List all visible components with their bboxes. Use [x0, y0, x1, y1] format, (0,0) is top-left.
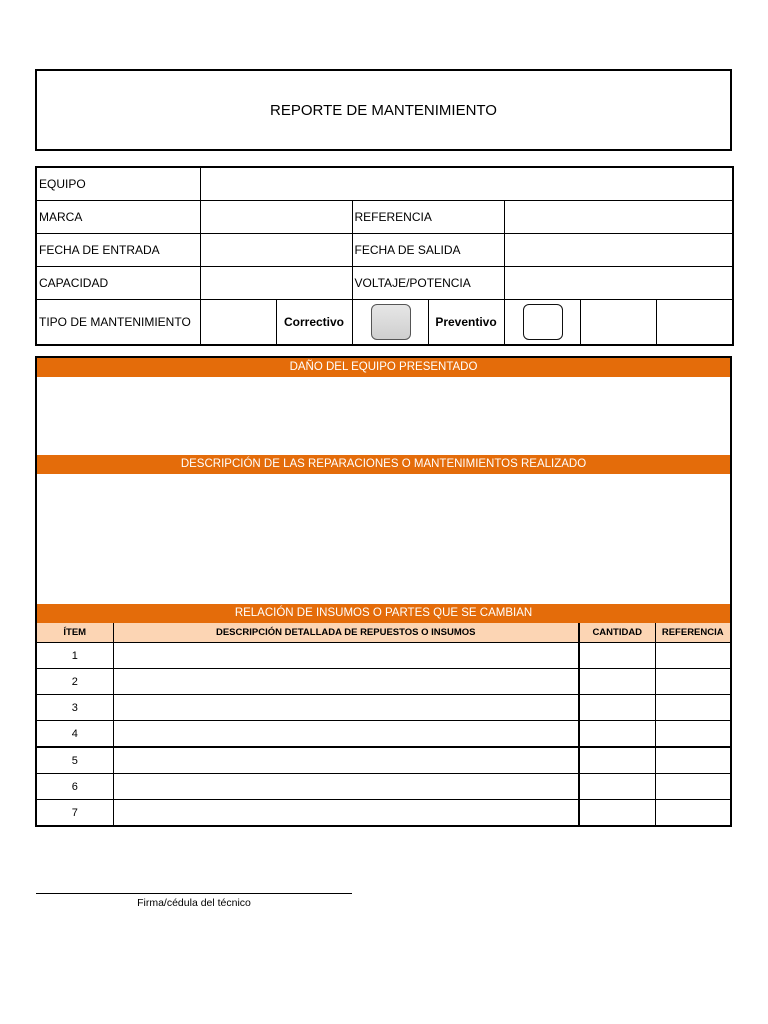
- row-reference-cell[interactable]: [655, 774, 730, 800]
- equipo-label: EQUIPO: [36, 167, 200, 201]
- row-item-number: 7: [37, 800, 113, 826]
- row-item-number: 1: [37, 643, 113, 669]
- voltaje-label: VOLTAJE/POTENCIA: [352, 267, 504, 300]
- col-header-referencia: REFERENCIA: [655, 623, 730, 643]
- tipo-blank-cell: [200, 300, 276, 346]
- signature-label: Firma/cédula del técnico: [137, 897, 251, 909]
- row-item-number: 3: [37, 695, 113, 721]
- row-item-number: 6: [37, 774, 113, 800]
- row-description-cell[interactable]: [113, 774, 579, 800]
- row-reference-cell[interactable]: [655, 669, 730, 695]
- row-reference-cell[interactable]: [655, 695, 730, 721]
- row-reference-cell[interactable]: [655, 747, 730, 774]
- fecha-entrada-label: FECHA DE ENTRADA: [36, 234, 200, 267]
- equipment-info-table: [35, 166, 734, 346]
- report-title: REPORTE DE MANTENIMIENTO: [270, 101, 497, 119]
- row-quantity-cell[interactable]: [579, 800, 655, 826]
- preventivo-checkbox[interactable]: [523, 304, 563, 340]
- capacidad-label: CAPACIDAD: [36, 267, 200, 300]
- row-quantity-cell[interactable]: [579, 669, 655, 695]
- tipo-extra-cell-2: [656, 300, 733, 346]
- marca-field[interactable]: [200, 201, 352, 234]
- correctivo-cell: [352, 300, 428, 346]
- referencia-field[interactable]: [504, 201, 733, 234]
- row-description-cell[interactable]: [113, 695, 579, 721]
- tipo-extra-cell-1: [580, 300, 656, 346]
- marca-label: MARCA: [36, 201, 200, 234]
- tipo-mantenimiento-label: TIPO DE MANTENIMIENTO: [36, 300, 200, 346]
- fecha-salida-field[interactable]: [504, 234, 733, 267]
- parts-table: [37, 623, 730, 825]
- table-row: [37, 643, 730, 669]
- descripcion-text-area[interactable]: [37, 474, 730, 604]
- fecha-entrada-field[interactable]: [200, 234, 352, 267]
- row-description-cell[interactable]: [113, 721, 579, 748]
- col-header-descripcion: DESCRIPCIÓN DETALLADA DE REPUESTOS O INSUMOS: [113, 623, 579, 643]
- capacidad-field[interactable]: [200, 267, 352, 300]
- row-description-cell[interactable]: [113, 747, 579, 774]
- table-row: [37, 669, 730, 695]
- row-quantity-cell[interactable]: [579, 643, 655, 669]
- row-item-number: 5: [37, 747, 113, 774]
- voltaje-field[interactable]: [504, 267, 733, 300]
- row-description-cell[interactable]: [113, 669, 579, 695]
- row-quantity-cell[interactable]: [579, 721, 655, 748]
- col-header-item: ÍTEM: [37, 623, 113, 643]
- relacion-section-header: RELACIÓN DE INSUMOS O PARTES QUE SE CAMBIAN: [37, 604, 730, 623]
- referencia-label: REFERENCIA: [352, 201, 504, 234]
- maintenance-details: [35, 356, 732, 827]
- table-row: [37, 747, 730, 774]
- signature-line[interactable]: [36, 893, 352, 894]
- row-reference-cell[interactable]: [655, 800, 730, 826]
- descripcion-section-header: DESCRIPCIÓN DE LAS REPARACIONES O MANTENIMIENTOS REALIZADO: [37, 455, 730, 474]
- row-description-cell[interactable]: [113, 800, 579, 826]
- row-quantity-cell[interactable]: [579, 747, 655, 774]
- equipo-field[interactable]: [200, 167, 733, 201]
- table-row: [37, 774, 730, 800]
- preventivo-cell: [504, 300, 580, 346]
- table-row: [37, 695, 730, 721]
- row-reference-cell[interactable]: [655, 721, 730, 748]
- row-item-number: 2: [37, 669, 113, 695]
- row-item-number: 4: [37, 721, 113, 748]
- row-quantity-cell[interactable]: [579, 774, 655, 800]
- row-reference-cell[interactable]: [655, 643, 730, 669]
- dano-text-area[interactable]: [37, 377, 730, 455]
- fecha-salida-label: FECHA DE SALIDA: [352, 234, 504, 267]
- table-row: [37, 800, 730, 826]
- correctivo-checkbox[interactable]: [371, 304, 411, 340]
- row-description-cell[interactable]: [113, 643, 579, 669]
- col-header-cantidad: CANTIDAD: [579, 623, 655, 643]
- table-row: [37, 721, 730, 748]
- preventivo-label: Preventivo: [428, 300, 504, 346]
- correctivo-label: Correctivo: [276, 300, 352, 346]
- dano-section-header: DAÑO DEL EQUIPO PRESENTADO: [37, 358, 730, 377]
- report-title-box: [35, 69, 732, 151]
- row-quantity-cell[interactable]: [579, 695, 655, 721]
